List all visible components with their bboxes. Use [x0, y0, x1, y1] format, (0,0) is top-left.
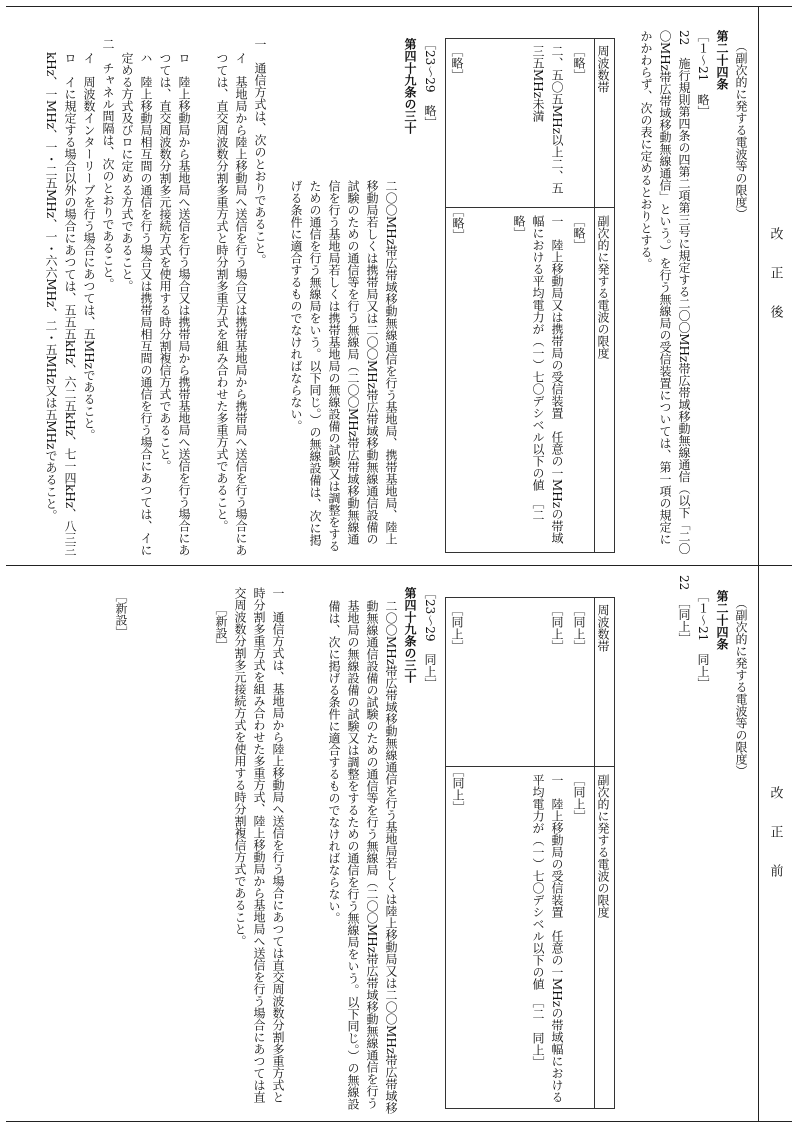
before-table-row1-right: ［同上］: [572, 774, 586, 822]
after-table: [445, 38, 615, 553]
before-para-22: 22 ［同上］: [677, 575, 691, 645]
after-para-1-21: ［１～21 略］: [696, 30, 710, 118]
after-para-23-29: ［23～29 略］: [423, 38, 437, 129]
after-table-row1-left: ［略］: [572, 45, 586, 81]
header-after: 改正後: [767, 226, 783, 344]
after-item2: 二 チャネル間隔は、次のとおりであること。: [101, 38, 115, 290]
after-article-label: 第二十四条: [715, 30, 729, 90]
before-item1: 一 通信方式は、基地局から陸上移動局へ送信を行う場合にあつては直交周波数分割多重方式と時分割多重方式を組み合わせた多重方式、陸上移動局から基地局へ送信を行う場合にあつては直交周波数分割多元接続方式を使用する時分割複信方式であること。: [233, 587, 285, 1103]
before-table-head-freq: 周波数帯: [596, 604, 610, 652]
before-art49-label: 第四十九条の三十: [403, 587, 417, 683]
after-item1-i: イ 基地局から陸上移動局へ送信を行う場合又は携帯基地局から携帯局へ送信を行う場合にあつては、直交周波数分割多重方式と時分割多重方式を組み合わせた多重方式であること。: [215, 52, 248, 556]
before-table-row1-left: ［同上］: [572, 604, 586, 652]
after-table-row3-right: ［略］: [451, 205, 465, 241]
after-table-row2-right: 一 陸上移動局又は携帯局の受信装置 任意の一MHzの帯域幅における平均電力が（一）七〇デシベル以下の値 ［二 略］: [512, 215, 564, 545]
before-new-2: ［新設］: [114, 590, 128, 638]
before-title: （副次的に発する電波等の限度）: [734, 597, 748, 777]
before-table-row3-left: ［同上］: [450, 604, 464, 652]
after-table-row2-left: 二、五〇五MHz以上二、五三五MHz未満: [531, 45, 564, 195]
before-para-1-21: ［１～21 同上］: [696, 590, 710, 690]
after-art49-label: 第四十九条の三十: [403, 38, 417, 134]
after-item1: 一 通信方式は、次のとおりであること。: [253, 38, 267, 266]
after-item2-i: イ 周波数インターリーブを行う場合にあつては、五MHzであること。: [82, 52, 96, 442]
after-title: （副次的に発する電波等の限度）: [734, 40, 748, 220]
after-item1-ha: ハ 陸上移動局相互間の通信を行う場合又は携帯局相互間の通信を行う場合にあつては、イに定める方式及びロに定める方式であること。: [120, 52, 153, 556]
before-table-row2-left: ［同上］: [550, 604, 564, 652]
after-table-head-limit: 副次的に発する電波の限度: [596, 215, 610, 359]
before-table-row3-right: ［同上］: [451, 765, 465, 813]
after-item2-ro: ロ イに規定する場合以外の場合にあつては、五五五kHz、六二五kHz、七一四kHz、八三三kHz、一MHz、一・二五MHz、一・六六MHz、二・五MHz又は五MHzであること。: [44, 52, 77, 557]
header-column-divider: [758, 6, 759, 1122]
before-article-label: 第二十四条: [715, 590, 729, 650]
after-table-head-freq: 周波数帯: [596, 45, 610, 93]
after-item1-ro: ロ 陸上移動局から基地局へ送信を行う場合又は携帯局から携帯基地局へ送信を行う場合にあつては、直交周波数分割多元接続方式を使用する時分割複信方式であること。: [158, 52, 191, 556]
after-art49-text: 二〇〇MHz帯広帯域移動無線通信を行う基地局、携帯基地局、陸上移動局若しくは携帯局又は二〇〇MHz帯広帯域移動無線通信設備の試験のための通信等を行う無線局（二〇〇MHz帯広帯域移動無線通信を行う基地局若しくは携帯基地局の無線設備の試験又は調整をするための通信を行う無線局をいう。以下同じ。）の無線設備は、次に掲げる条件に適合するものでなければならない。: [289, 180, 398, 552]
before-table-row2-right: 一 陸上移動局の受信装置 任意の一MHzの帯域幅における平均電力が（一）七〇デシベル以下の値 ［二 同上］: [531, 774, 564, 1104]
after-table-row1-right: ［略］: [572, 215, 586, 251]
after-table-row3-left: ［略］: [450, 45, 464, 81]
header-before: 改正前: [767, 786, 783, 903]
before-para-23-29: ［23～29 同上］: [423, 587, 437, 690]
before-table: [445, 597, 615, 1109]
before-new-1: ［新設］: [214, 603, 228, 651]
section-divider: [6, 565, 792, 566]
before-table-head-limit: 副次的に発する電波の限度: [596, 774, 610, 918]
after-para-22: 22 施行規則第四条の四第二項第三号に規定する二〇〇MHz帯広帯域移動無線通信（以下「二〇〇MHz帯広帯域移動無線通信」という。）を行う無線局の受信装置については、第一項の規定にかかわらず、次の表に定めるとおりとする。: [639, 30, 691, 555]
before-art49-text: 二〇〇MHz帯広帯域移動無線通信を行う基地局若しくは陸上移動局又は二〇〇MHz帯広帯域移動無線通信設備の試験のための通信等を行う無線局（二〇〇MHz帯広帯域移動無線通信を行う基地局の無線設備の試験又は調整をするための通信を行う無線局をいう。以下同じ。）の無線設備は、次に掲げる条件に適合するものでなければならない。: [327, 600, 398, 1115]
